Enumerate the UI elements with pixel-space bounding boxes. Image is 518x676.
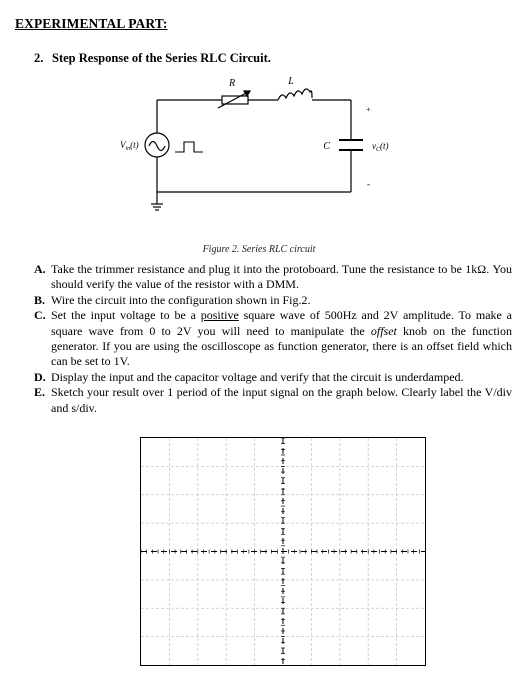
rlc-circuit-diagram [100,70,400,220]
step-a [34,262,512,293]
step-text: knob on the function generator. If you are using the oscilloscope as function generator, there is an offset field which can be set to 1V. [51,323,513,369]
variable-resistor-icon [218,91,250,108]
step-letter: D. [34,369,46,384]
capacitor-icon [339,140,363,150]
square-wave-icon [175,142,203,152]
steps-list [34,262,512,416]
source-label: $V_{in}(t)$ [120,140,139,152]
experimental-part-heading: EXPERIMENTAL PART: [15,16,168,31]
resistor-label: R [228,78,236,89]
offset-emphasis: offset [370,323,397,338]
step-d [34,370,512,385]
minus-sign: - [367,179,370,189]
positive-emphasis: positive [200,308,239,323]
step-letter: A. [34,262,46,276]
inductor-icon [278,89,312,100]
step-text: Display the input and the capacitor voltage and verify that the circuit is underdamped. [51,369,464,384]
section-number: 2. [34,51,44,65]
step-letter: B. [34,292,46,307]
step-text: Sketch your result over 1 period of the input signal on the graph below. Clearly label the V/div and s/div. [51,385,512,415]
ground-icon [151,204,163,210]
section-title [34,51,271,66]
step-c [34,308,512,370]
step-letter: E. [34,385,46,400]
step-letter: C. [34,308,46,323]
step-text: Take the trimmer resistance and plug it into the protoboard. Tune the resistance to be 1kΩ. You should verify the value of the resistor with a DMM. [51,262,512,292]
step-text: Set the input voltage to be a [51,308,201,323]
ac-source-icon [145,133,169,157]
inductor-label: L [288,76,294,87]
section-title-text: Step Response of the Series RLC Circuit. [52,51,271,65]
step-text: Wire the circuit into the configuration shown in Fig.2. [51,292,311,307]
oscilloscope-graph [140,437,426,666]
figure-caption: Figure 2. Series RLC circuit [202,244,316,255]
plus-sign: + [366,105,371,114]
capacitor-label: C [323,141,330,152]
output-label: $v_C(t)$ [372,141,389,153]
step-e [34,385,512,416]
graph-grid [141,438,425,665]
step-b [34,293,512,308]
step-text: square wave of 500Hz and 2V amplitude. To make a square wave from 0 to 2V you will need to manipulate the [51,308,513,338]
